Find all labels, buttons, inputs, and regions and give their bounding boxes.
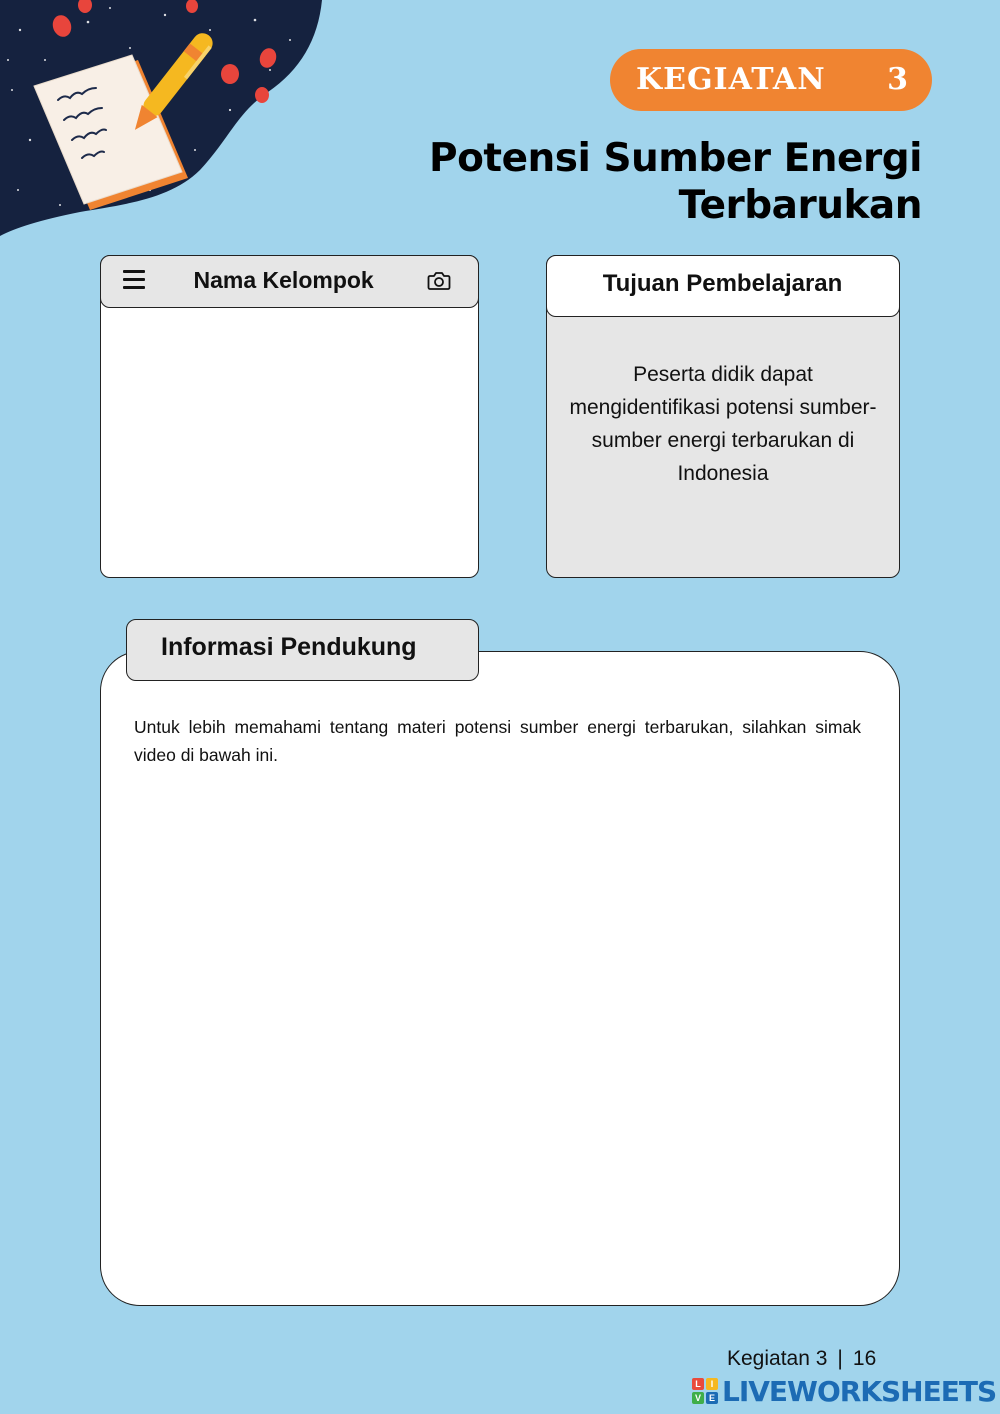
logo-letter-i: I xyxy=(706,1378,718,1390)
footer-label: Kegiatan 3 xyxy=(727,1347,828,1370)
supporting-info-tab xyxy=(126,619,479,681)
supporting-info-text: Untuk lebih memahami tentang materi potensi sumber energi terbarukan, silahkan simak video di bawah ini. xyxy=(134,717,861,765)
page-footer xyxy=(727,1347,876,1371)
footer-separator: | xyxy=(837,1347,843,1370)
group-name-title: Nama Kelompok xyxy=(193,266,374,293)
liveworksheets-watermark xyxy=(692,1374,996,1408)
page-title-line2: Terbarukan xyxy=(678,183,922,228)
activity-badge xyxy=(610,49,932,111)
camera-icon[interactable] xyxy=(427,270,451,292)
notebook-illustration xyxy=(0,0,330,240)
supporting-info-title: Informasi Pendukung xyxy=(161,633,417,661)
liveworksheets-wordmark: LIVEWORKSHEETS xyxy=(722,1374,997,1408)
activity-number: 3 xyxy=(887,62,908,97)
logo-letter-v: V xyxy=(692,1392,704,1404)
page-title-line1: Potensi Sumber Energi xyxy=(429,136,922,181)
group-name-header xyxy=(100,255,479,308)
liveworksheets-logo-icon xyxy=(692,1378,718,1404)
logo-letter-l: L xyxy=(692,1378,704,1390)
learning-goal-text: Peserta didik dapat mengidentifikasi potensi sumber-sumber energi terbarukan di Indonesia xyxy=(569,363,877,485)
learning-goal-title: Tujuan Pembelajaran xyxy=(602,269,843,297)
learning-goal-card xyxy=(546,255,900,578)
menu-icon[interactable] xyxy=(123,270,145,294)
logo-letter-e: E xyxy=(706,1392,718,1404)
learning-goal-header xyxy=(546,255,900,317)
activity-label: KEGIATAN xyxy=(636,62,826,97)
page-title xyxy=(429,135,922,229)
group-name-card[interactable] xyxy=(100,255,479,578)
page-number: 16 xyxy=(852,1347,877,1370)
